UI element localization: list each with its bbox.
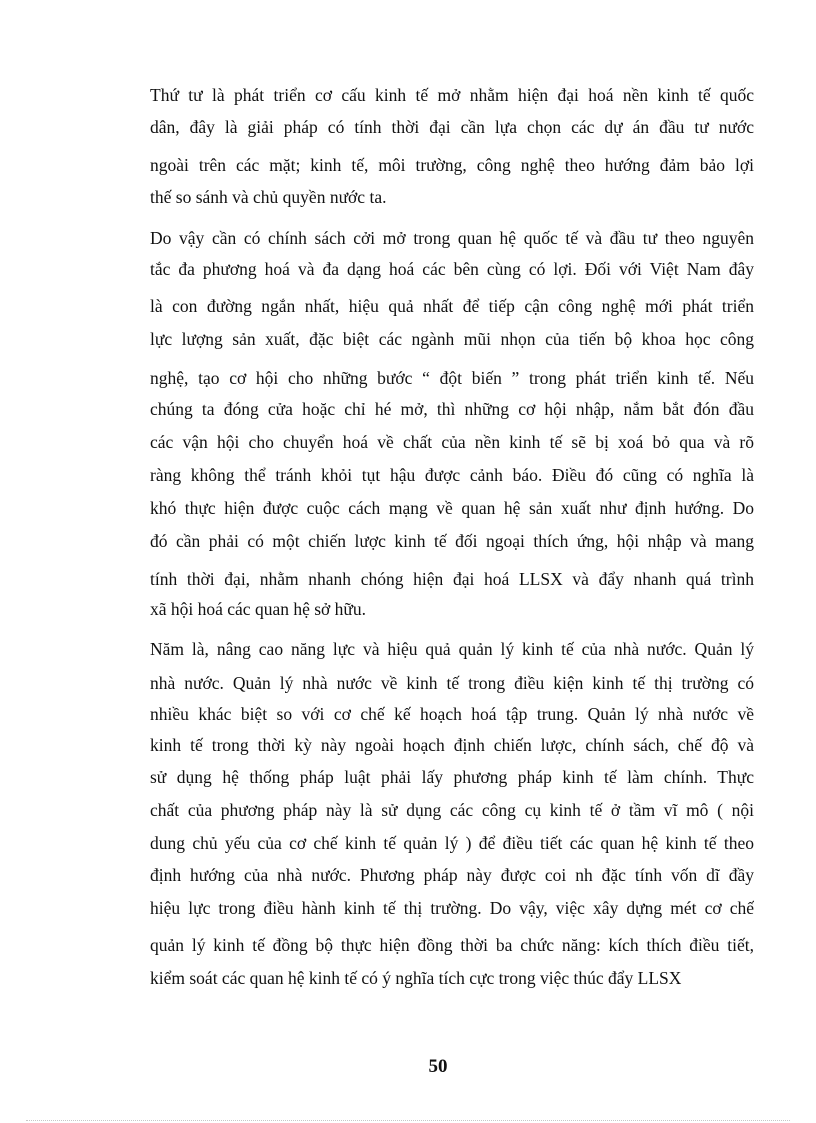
paragraph-line: xã hội hoá các quan hệ sở hữu. <box>150 599 367 619</box>
page-number: 50 <box>428 1056 448 1077</box>
paragraph-line: Do vậy cần có chính sách cởi mở trong quan hệ quốc tế và đầu tư theo nguyên <box>150 228 754 248</box>
paragraph-line: nghệ, tạo cơ hội cho những bước “ đột biến ” trong phát triển kinh tế. Nếu <box>150 368 754 388</box>
paragraph-line: tính thời đại, nhằm nhanh chóng hiện đại hoá LLSX và đẩy nhanh quá trình <box>150 569 754 589</box>
paragraph-line: là con đường ngắn nhất, hiệu quả nhất để tiếp cận công nghệ mới phát triển <box>150 296 754 316</box>
paragraph-line: khó thực hiện được cuộc cách mạng về quan hệ sản xuất như định hướng. Do <box>150 498 754 518</box>
paragraph-line: định hướng của nhà nước. Phương pháp này được coi nh đặc tính vốn dĩ đầy <box>150 865 754 885</box>
paragraph-line: chúng ta đóng cửa hoặc chỉ hé mở, thì những cơ hội nhập, nắm bắt đón đầu <box>150 399 754 419</box>
paragraph-line: ngoài trên các mặt; kinh tế, môi trường, công nghệ theo hướng đảm bảo lợi <box>150 155 754 175</box>
paragraph-line: dân, đây là giải pháp có tính thời đại cần lựa chọn các dự án đầu tư nước <box>150 117 754 137</box>
paragraph-line: các vận hội cho chuyển hoá về chất của nền kinh tế sẽ bị xoá bỏ qua và rõ <box>150 432 754 452</box>
paragraph-line: kinh tế trong thời kỳ này ngoài hoạch định chiến lược, chính sách, chế độ và <box>150 735 754 755</box>
paragraph-line: đó cần phải có một chiến lược kinh tế đối ngoại thích ứng, hội nhập và mang <box>150 531 754 551</box>
paragraph-line: thế so sánh và chủ quyền nước ta. <box>150 187 387 207</box>
paragraph-line: Thứ tư là phát triển cơ cấu kinh tế mở nhằm hiện đại hoá nền kinh tế quốc <box>150 85 754 105</box>
paragraph-line: nhiều khác biệt so với cơ chế kế hoạch hoá tập trung. Quản lý nhà nước về <box>150 704 754 724</box>
paragraph-line: lực lượng sản xuất, đặc biệt các ngành mũi nhọn của tiến bộ khoa học công <box>150 329 754 349</box>
paragraph-line: kiểm soát các quan hệ kinh tế có ý nghĩa tích cực trong việc thúc đẩy LLSX <box>150 968 682 988</box>
paragraph-line: tắc đa phương hoá và đa dạng hoá các bên cùng có lợi. Đối với Việt Nam đây <box>150 259 754 279</box>
paragraph-line: Năm là, nâng cao năng lực và hiệu quả quản lý kinh tế của nhà nước. Quản lý <box>150 639 754 659</box>
footer-divider <box>26 1120 790 1121</box>
paragraph-line: dung chủ yếu của cơ chế kinh tế quản lý ) để điều tiết các quan hệ kinh tế theo <box>150 833 754 853</box>
paragraph-line: sử dụng hệ thống pháp luật phải lấy phương pháp kinh tế làm chính. Thực <box>150 767 754 787</box>
paragraph-line: nhà nước. Quản lý nhà nước về kinh tế trong điều kiện kinh tế thị trường có <box>150 673 754 693</box>
paragraph-line: ràng không thể tránh khỏi tụt hậu được cảnh báo. Điều đó cũng có nghĩa là <box>150 465 754 485</box>
paragraph-line: hiệu lực trong điều hành kinh tế thị trường. Do vậy, việc xây dựng mét cơ chế <box>150 898 754 918</box>
paragraph-line: quản lý kinh tế đồng bộ thực hiện đồng thời ba chức năng: kích thích điều tiết, <box>150 935 754 955</box>
paragraph-line: chất của phương pháp này là sử dụng các công cụ kinh tế ở tầm vĩ mô ( nội <box>150 800 754 820</box>
